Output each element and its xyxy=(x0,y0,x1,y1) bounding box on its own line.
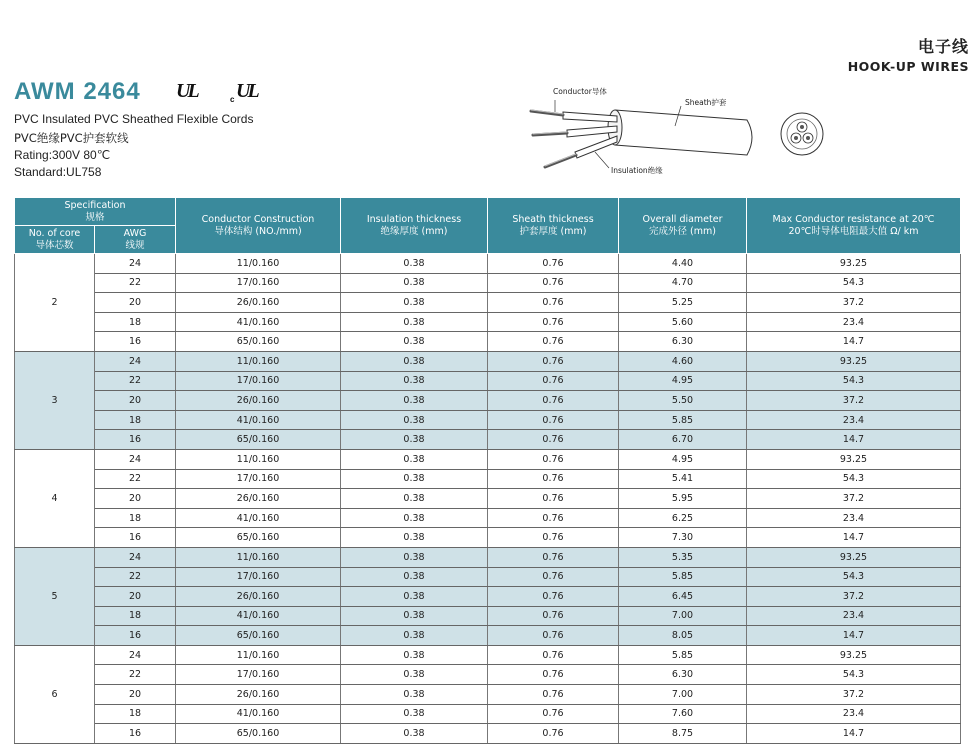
sheath-cell: 0.76 xyxy=(488,273,619,293)
insulation-cell: 0.38 xyxy=(341,704,488,724)
table-row xyxy=(15,508,961,528)
diameter-cell: 6.25 xyxy=(619,508,747,528)
resistance-cell: 93.25 xyxy=(747,254,961,274)
construction-cell: 65/0.160 xyxy=(176,528,341,548)
model-title: AWM 2464 xyxy=(14,78,141,105)
resistance-cell: 14.7 xyxy=(747,332,961,352)
resistance-cell: 93.25 xyxy=(747,645,961,665)
sheath-cell: 0.76 xyxy=(488,528,619,548)
insulation-cell: 0.38 xyxy=(341,626,488,646)
table-row xyxy=(15,547,961,567)
sheath-cell: 0.76 xyxy=(488,312,619,332)
resistance-cell: 93.25 xyxy=(747,449,961,469)
resistance-cell: 93.25 xyxy=(747,351,961,371)
resistance-cell: 23.4 xyxy=(747,312,961,332)
cable-diagram xyxy=(525,82,835,182)
awg-cell: 18 xyxy=(95,410,176,430)
cul-logo: UL xyxy=(236,80,257,102)
insulation-cell: 0.38 xyxy=(341,449,488,469)
awg-cell: 24 xyxy=(95,547,176,567)
resistance-cell: 37.2 xyxy=(747,587,961,607)
resistance-cell: 54.3 xyxy=(747,273,961,293)
construction-cell: 41/0.160 xyxy=(176,410,341,430)
diameter-cell: 8.75 xyxy=(619,724,747,744)
table-row xyxy=(15,293,961,313)
insulation-cell: 0.38 xyxy=(341,606,488,626)
awg-cell: 20 xyxy=(95,489,176,509)
diameter-cell: 5.25 xyxy=(619,293,747,313)
construction-cell: 17/0.160 xyxy=(176,273,341,293)
construction-cell: 41/0.160 xyxy=(176,606,341,626)
core-count-cell: 6 xyxy=(15,645,95,743)
header-cores: No. of core 导体芯数 xyxy=(15,226,95,254)
table-row xyxy=(15,528,961,548)
resistance-cell: 14.7 xyxy=(747,724,961,744)
construction-cell: 17/0.160 xyxy=(176,567,341,587)
sheath-cell: 0.76 xyxy=(488,391,619,411)
sheath-cell: 0.76 xyxy=(488,371,619,391)
core-count-cell: 3 xyxy=(15,351,95,449)
table-row xyxy=(15,587,961,607)
awg-cell: 16 xyxy=(95,528,176,548)
resistance-cell: 54.3 xyxy=(747,567,961,587)
table-row xyxy=(15,645,961,665)
insulation-cell: 0.38 xyxy=(341,587,488,607)
sheath-cell: 0.76 xyxy=(488,351,619,371)
resistance-cell: 54.3 xyxy=(747,469,961,489)
diameter-cell: 5.35 xyxy=(619,547,747,567)
insulation-cell: 0.38 xyxy=(341,665,488,685)
resistance-cell: 23.4 xyxy=(747,606,961,626)
awg-cell: 16 xyxy=(95,626,176,646)
awg-cell: 18 xyxy=(95,508,176,528)
sheath-cell: 0.76 xyxy=(488,587,619,607)
diameter-cell: 4.60 xyxy=(619,351,747,371)
resistance-cell: 37.2 xyxy=(747,391,961,411)
construction-cell: 65/0.160 xyxy=(176,724,341,744)
table-row xyxy=(15,469,961,489)
sheath-cell: 0.76 xyxy=(488,704,619,724)
diameter-cell: 4.40 xyxy=(619,254,747,274)
table-row xyxy=(15,685,961,705)
awg-cell: 20 xyxy=(95,587,176,607)
construction-cell: 17/0.160 xyxy=(176,469,341,489)
insulation-cell: 0.38 xyxy=(341,567,488,587)
construction-cell: 41/0.160 xyxy=(176,704,341,724)
construction-cell: 11/0.160 xyxy=(176,351,341,371)
description-en: PVC Insulated PVC Sheathed Flexible Cords xyxy=(14,112,254,126)
sheath-cell: 0.76 xyxy=(488,567,619,587)
table-row xyxy=(15,371,961,391)
diameter-cell: 5.85 xyxy=(619,567,747,587)
core-count-cell: 2 xyxy=(15,254,95,352)
insulation-cell: 0.38 xyxy=(341,685,488,705)
construction-cell: 11/0.160 xyxy=(176,254,341,274)
insulation-cell: 0.38 xyxy=(341,724,488,744)
sheath-shape xyxy=(610,110,752,155)
description-cn: PVC绝缘PVC护套软线 xyxy=(14,131,129,145)
header-conductor: Conductor Construction 导体结构 (NO./mm) xyxy=(176,198,341,254)
table-row xyxy=(15,391,961,411)
construction-cell: 65/0.160 xyxy=(176,430,341,450)
diameter-cell: 7.00 xyxy=(619,606,747,626)
table-row xyxy=(15,332,961,352)
insulation-cell: 0.38 xyxy=(341,489,488,509)
table-row xyxy=(15,665,961,685)
table-row xyxy=(15,410,961,430)
header-specification: Specification 规格 xyxy=(15,198,176,226)
insulation-cell: 0.38 xyxy=(341,351,488,371)
conductor-label: Conductor导体 xyxy=(553,87,607,96)
table-header xyxy=(15,198,961,254)
table-row xyxy=(15,430,961,450)
diameter-cell: 7.00 xyxy=(619,685,747,705)
header-diameter: Overall diameter 完成外径 (mm) xyxy=(619,198,747,254)
table-row xyxy=(15,351,961,371)
insulation-cell: 0.38 xyxy=(341,528,488,548)
sheath-cell: 0.76 xyxy=(488,547,619,567)
diameter-cell: 5.50 xyxy=(619,391,747,411)
resistance-cell: 14.7 xyxy=(747,626,961,646)
construction-cell: 26/0.160 xyxy=(176,391,341,411)
sheath-cell: 0.76 xyxy=(488,665,619,685)
sheath-cell: 0.76 xyxy=(488,626,619,646)
resistance-cell: 23.4 xyxy=(747,704,961,724)
awg-cell: 18 xyxy=(95,606,176,626)
awg-cell: 16 xyxy=(95,430,176,450)
awg-cell: 20 xyxy=(95,391,176,411)
diameter-cell: 4.70 xyxy=(619,273,747,293)
awg-cell: 16 xyxy=(95,332,176,352)
construction-cell: 26/0.160 xyxy=(176,489,341,509)
cul-logo-c: c xyxy=(230,95,235,104)
core-group xyxy=(15,449,961,547)
category-title-cn: 电子线 xyxy=(917,37,969,56)
diameter-cell: 5.60 xyxy=(619,312,747,332)
insulation-cell: 0.38 xyxy=(341,332,488,352)
construction-cell: 26/0.160 xyxy=(176,685,341,705)
table-row xyxy=(15,606,961,626)
construction-cell: 26/0.160 xyxy=(176,587,341,607)
construction-cell: 65/0.160 xyxy=(176,626,341,646)
table-row xyxy=(15,449,961,469)
sheath-cell: 0.76 xyxy=(488,293,619,313)
cross-section-icon xyxy=(781,113,823,155)
core-group xyxy=(15,547,961,645)
diameter-cell: 4.95 xyxy=(619,371,747,391)
construction-cell: 11/0.160 xyxy=(176,547,341,567)
core-group xyxy=(15,645,961,743)
resistance-cell: 14.7 xyxy=(747,430,961,450)
diameter-cell: 5.41 xyxy=(619,469,747,489)
insulation-cell: 0.38 xyxy=(341,508,488,528)
diameter-cell: 6.70 xyxy=(619,430,747,450)
insulation-cell: 0.38 xyxy=(341,469,488,489)
spec-table-wrap xyxy=(14,197,961,744)
header-sheath: Sheath thickness 护套厚度 (mm) xyxy=(488,198,619,254)
insulation-cell: 0.38 xyxy=(341,254,488,274)
core-group xyxy=(15,351,961,449)
header-awg: AWG 线规 xyxy=(95,226,176,254)
construction-cell: 11/0.160 xyxy=(176,449,341,469)
sheath-cell: 0.76 xyxy=(488,685,619,705)
insulation-cell: 0.38 xyxy=(341,645,488,665)
diameter-cell: 5.95 xyxy=(619,489,747,509)
insulation-cell: 0.38 xyxy=(341,371,488,391)
standard: Standard:UL758 xyxy=(14,165,102,179)
table-row xyxy=(15,254,961,274)
core-group xyxy=(15,254,961,352)
diameter-cell: 6.30 xyxy=(619,665,747,685)
resistance-cell: 37.2 xyxy=(747,489,961,509)
spec-table xyxy=(14,197,961,744)
table-row xyxy=(15,489,961,509)
insulation-cell: 0.38 xyxy=(341,391,488,411)
rating: Rating:300V 80℃ xyxy=(14,148,111,162)
awg-cell: 22 xyxy=(95,469,176,489)
table-row xyxy=(15,704,961,724)
sheath-cell: 0.76 xyxy=(488,606,619,626)
table-row xyxy=(15,626,961,646)
diameter-cell: 6.30 xyxy=(619,332,747,352)
construction-cell: 26/0.160 xyxy=(176,293,341,313)
awg-cell: 22 xyxy=(95,567,176,587)
core-count-cell: 5 xyxy=(15,547,95,645)
sheath-cell: 0.76 xyxy=(488,508,619,528)
sheath-cell: 0.76 xyxy=(488,449,619,469)
awg-cell: 20 xyxy=(95,293,176,313)
resistance-cell: 37.2 xyxy=(747,293,961,313)
diameter-cell: 5.85 xyxy=(619,410,747,430)
diameter-cell: 7.60 xyxy=(619,704,747,724)
insulation-cell: 0.38 xyxy=(341,273,488,293)
sheath-cell: 0.76 xyxy=(488,469,619,489)
sheath-label: Sheath护套 xyxy=(685,98,727,107)
resistance-cell: 37.2 xyxy=(747,685,961,705)
diameter-cell: 7.30 xyxy=(619,528,747,548)
awg-cell: 18 xyxy=(95,704,176,724)
construction-cell: 41/0.160 xyxy=(176,508,341,528)
awg-cell: 24 xyxy=(95,645,176,665)
awg-cell: 16 xyxy=(95,724,176,744)
construction-cell: 17/0.160 xyxy=(176,665,341,685)
ul-logo: UL xyxy=(176,80,197,102)
category-title-en: HOOK-UP WIRES xyxy=(847,59,969,74)
table-row xyxy=(15,273,961,293)
resistance-cell: 54.3 xyxy=(747,665,961,685)
table-row xyxy=(15,312,961,332)
resistance-cell: 54.3 xyxy=(747,371,961,391)
insulation-cell: 0.38 xyxy=(341,410,488,430)
resistance-cell: 14.7 xyxy=(747,528,961,548)
header-resistance: Max Conductor resistance at 20℃ 20℃时导体电阻最大值 Ω/ km xyxy=(747,198,961,254)
sheath-cell: 0.76 xyxy=(488,645,619,665)
diameter-cell: 5.85 xyxy=(619,645,747,665)
insulation-cell: 0.38 xyxy=(341,547,488,567)
construction-cell: 17/0.160 xyxy=(176,371,341,391)
table-row xyxy=(15,567,961,587)
awg-cell: 24 xyxy=(95,254,176,274)
construction-cell: 65/0.160 xyxy=(176,332,341,352)
header-insulation: Insulation thickness 绝缘厚度 (mm) xyxy=(341,198,488,254)
insulation-cell: 0.38 xyxy=(341,430,488,450)
construction-cell: 11/0.160 xyxy=(176,645,341,665)
sheath-cell: 0.76 xyxy=(488,332,619,352)
resistance-cell: 23.4 xyxy=(747,410,961,430)
core-count-cell: 4 xyxy=(15,449,95,547)
resistance-cell: 93.25 xyxy=(747,547,961,567)
insulation-cell: 0.38 xyxy=(341,293,488,313)
awg-cell: 18 xyxy=(95,312,176,332)
awg-cell: 20 xyxy=(95,685,176,705)
awg-cell: 24 xyxy=(95,351,176,371)
insulation-cell: 0.38 xyxy=(341,312,488,332)
resistance-cell: 23.4 xyxy=(747,508,961,528)
sheath-cell: 0.76 xyxy=(488,254,619,274)
diameter-cell: 4.95 xyxy=(619,449,747,469)
diameter-cell: 6.45 xyxy=(619,587,747,607)
awg-cell: 22 xyxy=(95,273,176,293)
awg-cell: 22 xyxy=(95,665,176,685)
table-row xyxy=(15,724,961,744)
sheath-cell: 0.76 xyxy=(488,489,619,509)
insulation-label: Insulation绝缘 xyxy=(611,166,663,175)
diameter-cell: 8.05 xyxy=(619,626,747,646)
sheath-cell: 0.76 xyxy=(488,430,619,450)
construction-cell: 41/0.160 xyxy=(176,312,341,332)
awg-cell: 24 xyxy=(95,449,176,469)
sheath-cell: 0.76 xyxy=(488,410,619,430)
sheath-cell: 0.76 xyxy=(488,724,619,744)
awg-cell: 22 xyxy=(95,371,176,391)
